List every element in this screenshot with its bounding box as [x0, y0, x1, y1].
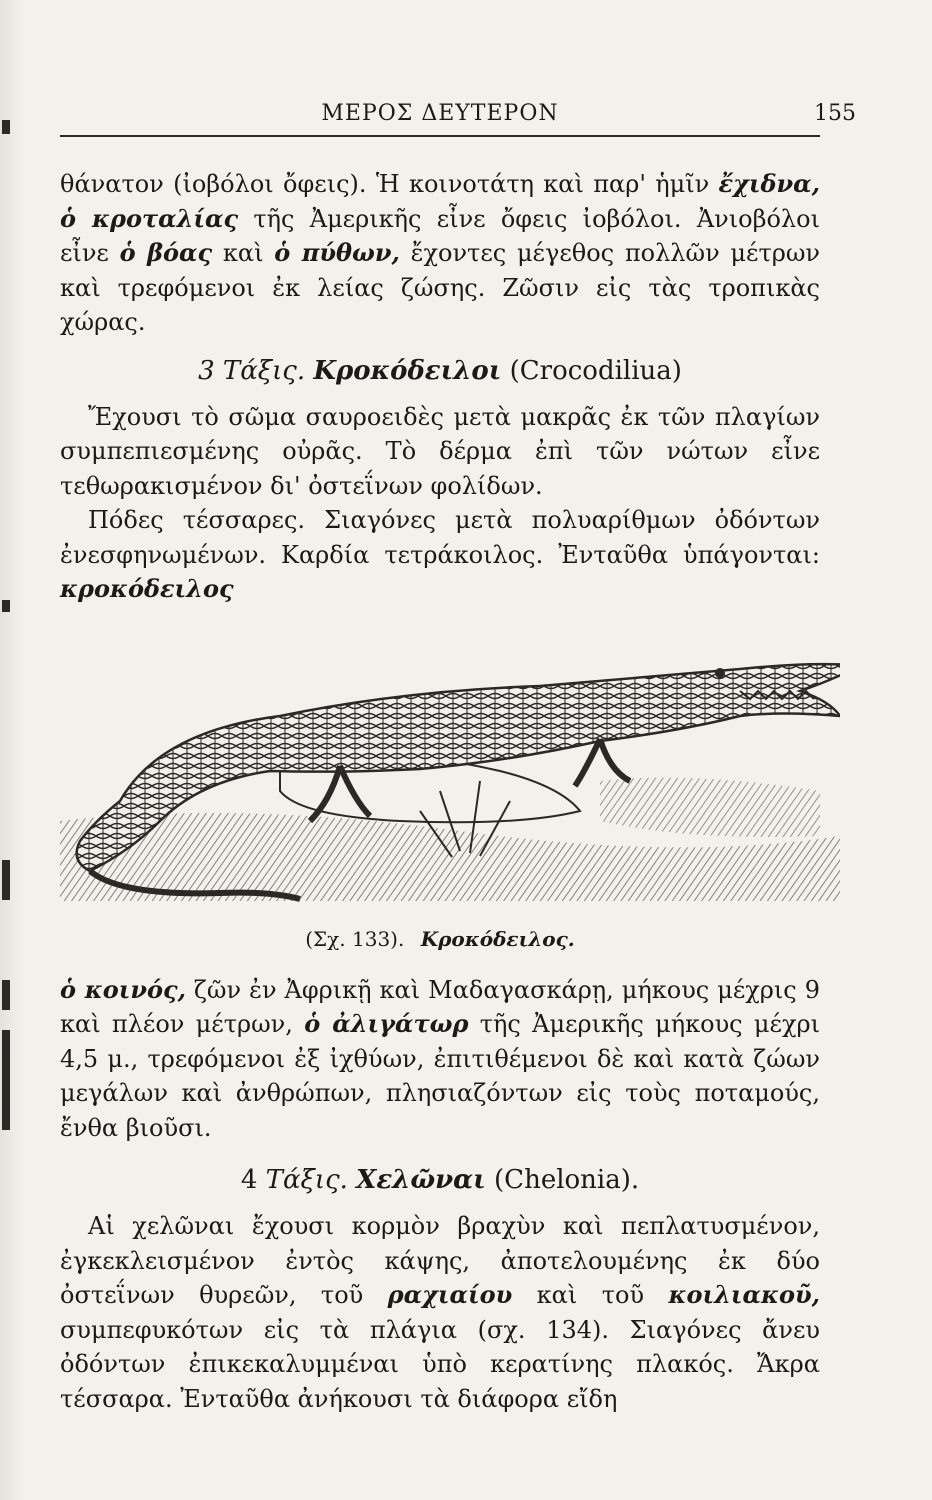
term-echidna: ἔχιδνα, ὁ κροταλίας: [60, 169, 820, 233]
text-run: θάνατον (ἰοβόλοι ὄφεις). Ἡ κοινοτάτη καὶ παρ' ἡμῖν: [60, 170, 719, 198]
heading-number: 3: [198, 355, 215, 386]
paragraph-crocodile-body: Ἔχουσι τὸ σῶμα σαυροειδὲς μετὰ μακρᾶς ἐκ τῶν πλαγίων συμπεπιεσμένης οὐρᾶς. Τὸ δέρμα ἐπὶ τῶν νώτων εἶνε τεθωρακισμένον δι' ὀστεΐνων φολίδων.: [60, 402, 820, 500]
page-edge: [0, 0, 22, 1500]
term-ventral: κοιλιακοῦ,: [668, 1280, 820, 1309]
term-crocodile: κροκόδειλος: [60, 574, 234, 603]
term-common: ὁ κοινός,: [60, 974, 186, 1004]
crocodile-engraving: [40, 621, 840, 911]
edge-mark: [2, 980, 10, 1010]
heading-name: Κροκόδειλοι: [313, 355, 502, 386]
caption-ref: (Σχ. 133).: [305, 926, 405, 951]
edge-mark: [2, 600, 10, 612]
term-alligator: ὁ ἀλιγάτωρ: [304, 1009, 469, 1038]
page-number: 155: [814, 101, 856, 126]
section-heading-chelonia: [60, 1163, 820, 1197]
text-run: τῆς Ἀμερικῆς εἶνε ὄφεις ἰοβόλοι. Ἀνιοβόλοι εἶνε: [60, 204, 820, 267]
text-run: συμπεφυκότων εἰς τὰ πλάγια (σχ. 134). Σιαγόνες ἄνευ ὀδόντων ἐπικεκαλυμμέναι ὑπὸ κερατίνης πλακός. Ἄκρα τέσσαρα. Ἐνταῦθα ἀνήκουσι τὰ διάφορα εἴδη: [60, 1315, 820, 1413]
figure-crocodile: [60, 621, 820, 911]
heading-name: Χελῶναι: [356, 1165, 486, 1195]
text-run: καὶ: [212, 239, 275, 267]
text-run: καὶ τοῦ: [512, 1281, 669, 1309]
term-python: ὁ πύθων,: [274, 238, 400, 267]
paragraph-crocodile-species: [60, 973, 820, 1146]
book-page: [60, 95, 856, 1416]
edge-mark: [2, 1030, 10, 1130]
text-run: ζῶν ἐν Ἀφρικῇ καὶ Μαδαγασκάρῃ, μήκους μέχρις 9 καὶ πλέον μέτρων,: [60, 975, 820, 1038]
heading-latin: (Chelonia).: [494, 1165, 640, 1195]
heading-latin: (Crocodiliua): [509, 355, 682, 386]
figure-caption: [60, 927, 820, 951]
running-title: ΜΕΡΟΣ ΔΕΥΤΕΡΟΝ: [321, 101, 559, 126]
term-dorsal: ραχιαίου: [387, 1280, 513, 1309]
text-run: τῆς Ἀμερικῆς μήκους μέχρι 4,5 μ., τρεφόμενοι ἐξ ἰχθύων, ἐπιτιθέμενοι δὲ καὶ κατὰ ζώων μεγάλων καὶ ἀνθρώπων, πλησιαζόντων εἰς τοὺς ποταμούς, ἔνθα βιοῦσι.: [60, 1010, 821, 1142]
caption-name: Κροκόδειλος.: [420, 926, 575, 951]
heading-taxis: Τάξις.: [222, 355, 306, 386]
term-boa: ὁ βόας: [119, 238, 213, 267]
running-head: [60, 95, 856, 137]
edge-mark: [2, 860, 10, 900]
paragraph-snakes: [60, 167, 820, 340]
heading-number: 4: [240, 1165, 258, 1195]
text-run: Αἱ χελῶναι ἔχουσι κορμὸν βραχὺν καὶ πεπλατυσμένον, ἐγκεκλεισμένον ἐντὸς κάψης, ἀποτελουμένης ἐκ δύο ὀστεΐνων θυρεῶν, τοῦ: [60, 1212, 820, 1309]
text-run: ἔχοντες μέγεθος πολλῶν μέτρων καὶ τρεφόμενοι ἐκ λείας ζώσης. Ζῶσιν εἰς τὰς τροπικὰς χώρας.: [60, 239, 820, 336]
heading-taxis: Τάξις.: [265, 1165, 348, 1195]
text-run: Πόδες τέσσαρες. Σιαγόνες μετὰ πολυαρίθμων ὀδόντων ἐνεσφηνωμένων. Καρδία τετράκοιλος. Ἐνταῦθα ὑπάγονται:: [60, 506, 820, 569]
paragraph-crocodile-features: [60, 503, 820, 607]
paragraph-turtles: [60, 1209, 820, 1416]
section-heading-crocodilia: [60, 354, 820, 388]
edge-mark: [2, 120, 10, 134]
